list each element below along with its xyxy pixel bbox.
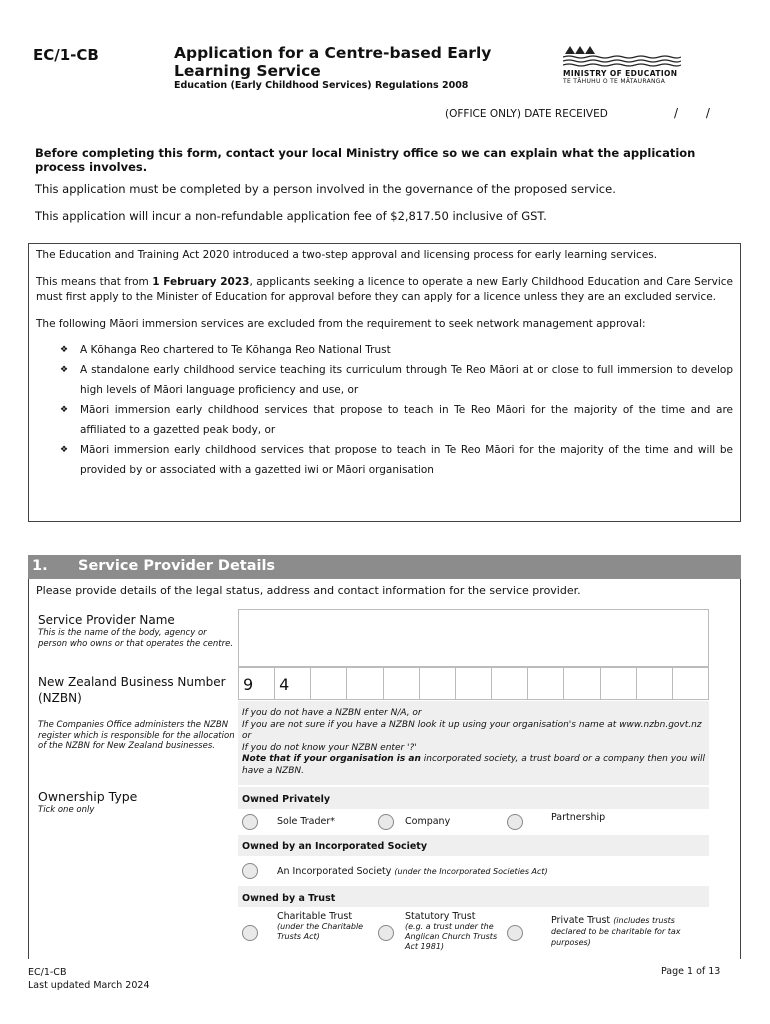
charitable-trust-option [277, 911, 369, 942]
incorporated-society-note: (under the Incorporated Societies Act) [394, 867, 548, 876]
statutory-trust-option [405, 911, 509, 952]
provider-name-label: Service Provider Name [38, 613, 175, 627]
ministry-logo-mark [563, 45, 681, 67]
owned-privately-heading: Owned Privately [242, 794, 331, 805]
diamond-bullet-icon: ❖ [60, 445, 69, 455]
info-p2-date: 1 February 2023 [152, 275, 250, 288]
nzbn-digit[interactable] [601, 668, 637, 699]
ministry-logo [563, 45, 683, 85]
section-1-header [28, 555, 741, 579]
ownership-label: Ownership Type [38, 789, 138, 804]
charitable-trust-label: Charitable Trust [277, 911, 353, 922]
footer-updated: Last updated March 2024 [28, 980, 150, 991]
section-number: 1. [32, 558, 48, 574]
nzbn-digit[interactable]: 9 [239, 668, 275, 699]
nzbn-label-group [38, 674, 236, 752]
list-item [60, 340, 733, 360]
list-item [60, 400, 733, 440]
partnership-radio[interactable] [507, 814, 523, 830]
diamond-bullet-icon: ❖ [60, 405, 69, 415]
intro-fee: This application will incur a non-refundable application fee of $2,817.50 inclusive of GST. [35, 209, 547, 223]
list-item-text: Māori immersion early childhood services that propose to teach in Te Reo Māori for the majority of the time and will be provided by or associated with a gazetted iwi or Māori organisation [80, 444, 733, 476]
footer-left [28, 966, 150, 992]
nzbn-note-2: If you are not sure if you have a NZBN look it up using your organisation's name at www.nzbn.govt.nz or [242, 719, 702, 741]
incorporated-society-label: An Incorporated Society [277, 866, 392, 877]
date-received-field[interactable]: / / [674, 106, 722, 120]
list-item [60, 440, 733, 480]
nzbn-instructions [242, 708, 712, 777]
info-paragraph-3: The following Māori immersion services are excluded from the requirement to seek network management approval: [36, 317, 646, 330]
provider-name-label-group [38, 612, 236, 649]
nzbn-digit[interactable] [528, 668, 564, 699]
nzbn-note-3: If you do not know your NZBN enter '?' [242, 742, 417, 753]
company-radio[interactable] [378, 814, 394, 830]
incorporated-society-radio[interactable] [242, 863, 258, 879]
intro-governance: This application must be completed by a person involved in the governance of the proposed service. [35, 182, 616, 196]
sole-trader-radio[interactable] [242, 814, 258, 830]
nzbn-input[interactable] [238, 667, 709, 700]
info-p2-start: This means that from [36, 275, 153, 288]
private-trust-label: Private Trust [551, 915, 611, 926]
nzbn-label: New Zealand Business Number (NZBN) [38, 675, 226, 705]
nzbn-digit[interactable] [347, 668, 383, 699]
nzbn-digit[interactable] [637, 668, 673, 699]
nzbn-digit[interactable] [673, 668, 708, 699]
nzbn-note-4-bold: Note that if your organisation is an [242, 754, 421, 764]
page-subtitle: Education (Early Childhood Services) Regulations 2008 [174, 80, 469, 91]
provider-name-input[interactable] [238, 609, 709, 667]
private-trust-note: (includes trusts declared to be charitable for tax purposes) [551, 916, 681, 947]
list-item-text: Māori immersion early childhood services that propose to teach in Te Reo Māori for the majority of the time and are affiliated to a gazetted peak body, or [80, 404, 733, 436]
ownership-label-group [38, 789, 236, 816]
nzbn-digit[interactable] [311, 668, 347, 699]
section-1-intro: Please provide details of the legal status, address and contact information for the service provider. [36, 584, 581, 597]
list-item-text: A standalone early childhood service teaching its curriculum through Te Reo Māori at or close to full immersion to develop high levels of Māori language proficiency and use, or [80, 364, 733, 396]
nzbn-note-1: If you do not have a NZBN enter N/A, or [242, 708, 422, 718]
logo-text-english: MINISTRY OF EDUCATION [563, 69, 678, 78]
list-item-text: A Kōhanga Reo chartered to Te Kōhanga Reo National Trust [80, 344, 391, 356]
nzbn-note-4 [242, 754, 712, 777]
footer-form-code: EC/1-CB [28, 967, 67, 978]
provider-name-help: This is the name of the body, agency or person who owns or that operates the centre. [38, 628, 234, 649]
page-number: Page 1 of 13 [661, 966, 721, 977]
incorporated-society-option [277, 866, 548, 877]
nzbn-digit[interactable] [420, 668, 456, 699]
statutory-trust-note: (e.g. a trust under the Anglican Church Trusts Act 1981) [405, 922, 498, 951]
diamond-bullet-icon: ❖ [60, 365, 69, 375]
private-trust-option [551, 915, 701, 948]
nzbn-note-4-rest: incorporated society, a trust board or a company then you will have a NZBN. [242, 754, 706, 776]
list-item [60, 360, 733, 400]
section-title: Service Provider Details [78, 558, 276, 574]
private-trust-radio[interactable] [507, 925, 523, 941]
charitable-trust-note: (under the Charitable Trusts Act) [277, 922, 364, 941]
info-p2-end: , applicants seeking a licence to operate a new Early Childhood Education and Care Service must first apply to the Minister of Education for approval before they can apply for a licence unless they are an excluded service. [36, 275, 733, 303]
company-label: Company [405, 816, 451, 827]
office-only-label: (OFFICE ONLY) DATE RECEIVED [445, 108, 608, 120]
nzbn-help: The Companies Office administers the NZBN register which is responsible for the allocation of the NZBN for New Zealand businesses. [38, 720, 235, 751]
page-title: Application for a Centre-based Early Learning Service [174, 44, 492, 80]
info-paragraph-2 [36, 275, 733, 306]
info-paragraph-1: The Education and Training Act 2020 introduced a two-step approval and licensing process for early learning services. [36, 249, 658, 261]
nzbn-digit[interactable] [564, 668, 600, 699]
nzbn-digit[interactable] [456, 668, 492, 699]
owned-trust-heading: Owned by a Trust [242, 893, 336, 904]
statutory-trust-radio[interactable] [378, 925, 394, 941]
ownership-help: Tick one only [38, 805, 95, 815]
form-code: EC/1-CB [33, 46, 99, 64]
approval-info-box [28, 243, 741, 522]
partnership-label: Partnership [551, 812, 606, 823]
nzbn-digit[interactable] [384, 668, 420, 699]
nzbn-digit[interactable] [492, 668, 528, 699]
diamond-bullet-icon: ❖ [60, 345, 69, 355]
intro-notice: Before completing this form, contact your local Ministry office so we can explain what the application process involves. [35, 146, 696, 174]
charitable-trust-radio[interactable] [242, 925, 258, 941]
excluded-services-list [36, 340, 733, 480]
sole-trader-label: Sole Trader* [277, 816, 336, 827]
logo-text-maori: TE TĀHUHU O TE MĀTAURANGA [563, 78, 666, 85]
owned-incorporated-heading: Owned by an Incorporated Society [242, 841, 428, 852]
nzbn-digit[interactable]: 4 [275, 668, 311, 699]
statutory-trust-label: Statutory Trust [405, 911, 476, 922]
